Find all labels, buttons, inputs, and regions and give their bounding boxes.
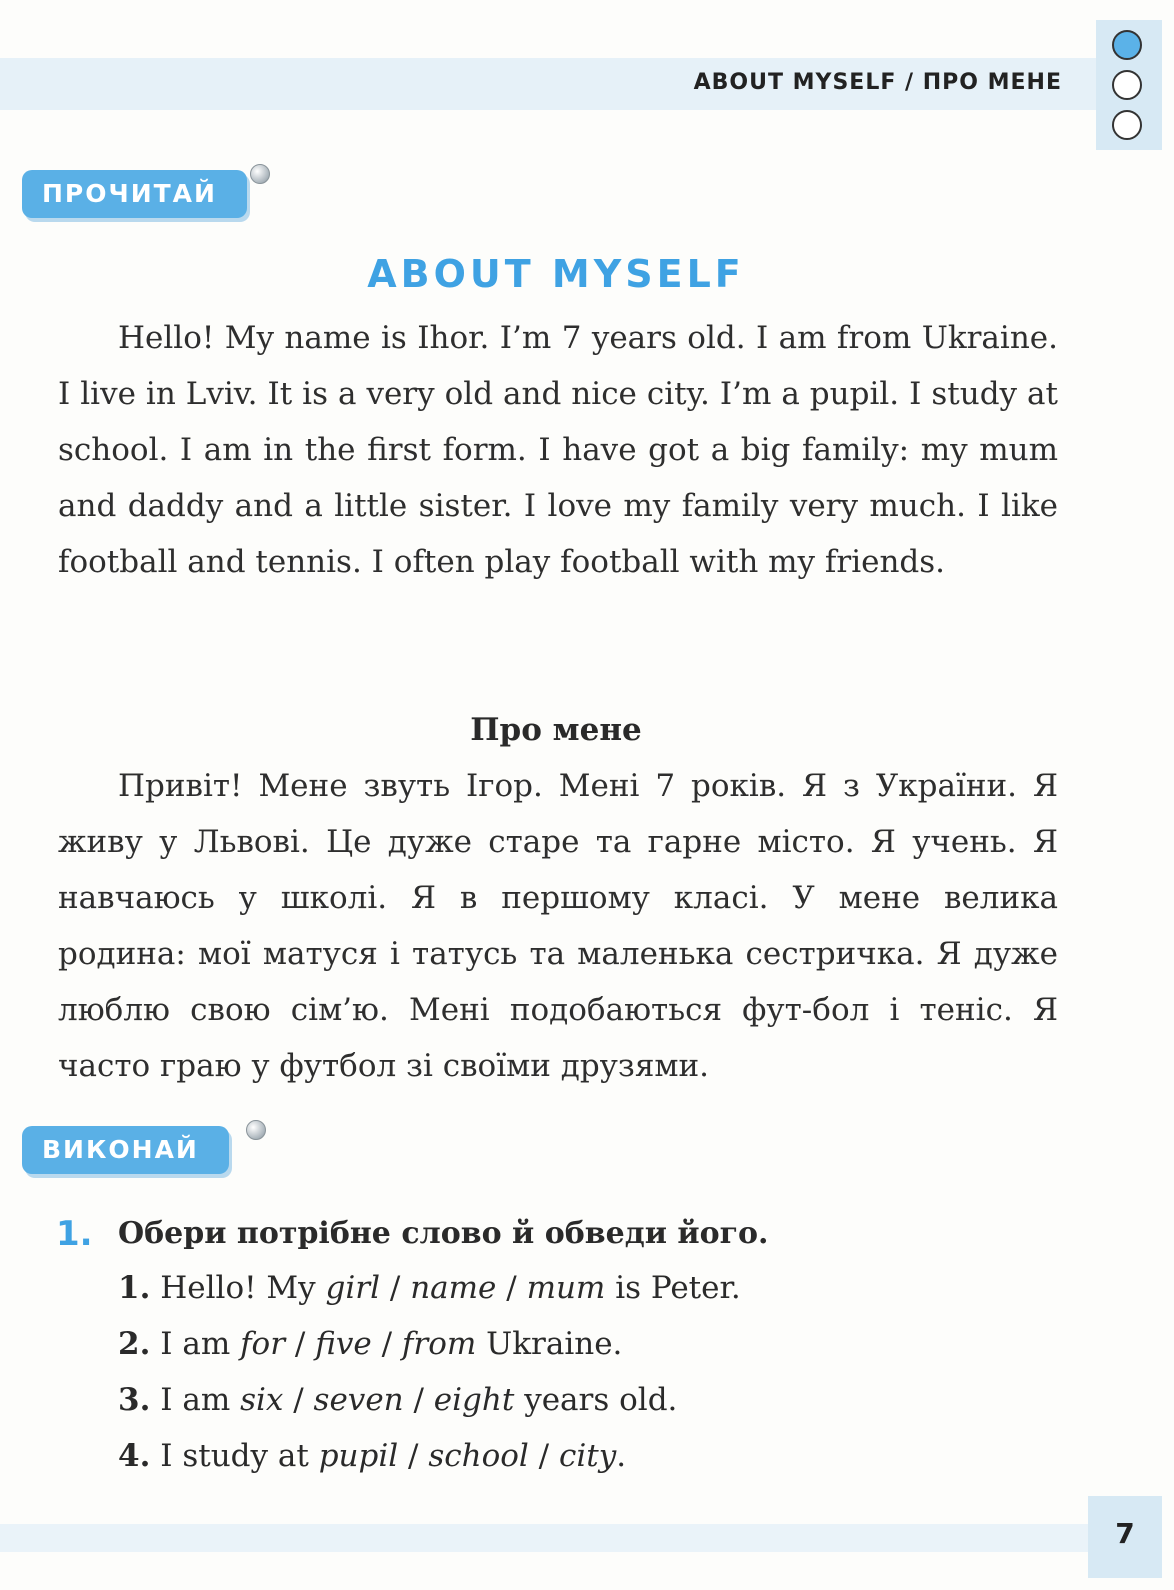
pin-icon [250, 164, 270, 184]
exercise-item-before: I am [160, 1326, 231, 1362]
exercise-item-after: Ukraine. [486, 1326, 623, 1362]
exercise-option[interactable]: eight [433, 1382, 515, 1418]
exercise-item-before: Hello! My [160, 1270, 316, 1306]
exercise-option[interactable]: from [401, 1326, 477, 1362]
exercise-option[interactable]: pupil [318, 1438, 399, 1474]
exercise-item: 1. Hello! My girl / name / mum is Peter. [118, 1270, 741, 1306]
exercise-item-after: . [616, 1438, 627, 1474]
section-tab-2-icon [1112, 70, 1142, 100]
story-title: ABOUT MYSELF [367, 252, 745, 296]
exercise-item-number: 3. [118, 1382, 151, 1418]
exercise-item: 2. I am for / five / from Ukraine. [118, 1326, 623, 1362]
exercise-option[interactable]: name [410, 1270, 497, 1306]
page-number: 7 [1088, 1496, 1162, 1578]
exercise-item-number: 2. [118, 1326, 151, 1362]
exercise-item-after: is Peter. [615, 1270, 741, 1306]
exercise-number: 1. [56, 1214, 93, 1254]
exercise-item: 4. I study at pupil / school / city. [118, 1438, 627, 1474]
exercise-instruction: Обери потрібне слово й обведи його. [118, 1216, 769, 1251]
exercise-option[interactable]: six [240, 1382, 284, 1418]
translation-paragraph: Привіт! Мене звуть Ігор. Мені 7 років. Я з України. Я живу у Львові. Це дуже старе та гарне місто. Я учень. Я навчаюсь у школі. Я в першому класі. У мене велика родина: мої матуся і татусь та маленька сестричка. Я дуже люблю свою сім’ю. Мені подобаються фут-бол і теніс. Я часто граю у футбол зі своїми друзями. [58, 768, 1058, 1084]
exercise-option[interactable]: seven [313, 1382, 404, 1418]
read-label [22, 170, 247, 218]
exercise-option[interactable]: girl [325, 1270, 381, 1306]
exercise-item-after: years old. [524, 1382, 678, 1418]
exercise-item-number: 1. [118, 1270, 151, 1306]
exercise-option[interactable]: five [315, 1326, 372, 1362]
exercise-item-before: I am [160, 1382, 231, 1418]
exercise-option[interactable]: school [428, 1438, 529, 1474]
footer-band [0, 1524, 1088, 1552]
translation-title: Про мене [470, 712, 642, 748]
section-tab-1-icon [1112, 30, 1142, 60]
exercise-item-before: I study at [160, 1438, 309, 1474]
exercise-option[interactable]: for [240, 1326, 286, 1362]
do-label-text: ВИКОНАЙ [42, 1135, 199, 1164]
pin-icon [246, 1120, 266, 1140]
do-label [22, 1126, 229, 1174]
exercise-item: 3. I am six / seven / eight years old. [118, 1382, 678, 1418]
read-label-text: ПРОЧИТАЙ [42, 179, 217, 208]
exercise-option[interactable]: mum [526, 1270, 606, 1306]
story-paragraph: Hello! My name is Ihor. I’m 7 years old. I am from Ukraine. I live in Lviv. It is a very old and nice city. I’m a pupil. I study at school. I am in the first form. I have got a big family: my mum and daddy and a little sister. I love my family very much. I like football and tennis. I often play football with my friends. [58, 320, 1058, 580]
page-header-title: ABOUT MYSELF / ПРО МЕНЕ [693, 70, 1062, 95]
exercise-option[interactable]: city [558, 1438, 617, 1474]
section-tab-3-icon [1112, 110, 1142, 140]
exercise-item-number: 4. [118, 1438, 151, 1474]
